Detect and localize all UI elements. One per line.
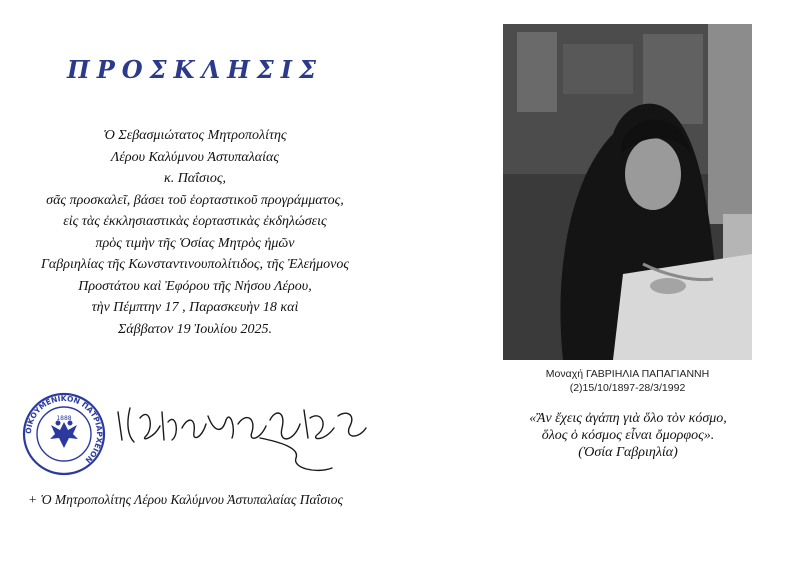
invitation-line: Προστάτου καὶ Ἐφόρου τῆς Νήσου Λέρου, xyxy=(78,278,312,294)
invitation-title: ΠΡΟΣΚΛΗΣΙΣ xyxy=(67,55,323,84)
invitation-line: σᾶς προσκαλεῖ, βάσει τοῦ ἑορταστικοῦ προγράμματος, xyxy=(46,192,344,208)
photo-caption-name: Μοναχή ΓΑΒΡΙΗΛΙΑ ΠΑΠΑΓΙΑΝΝΗ xyxy=(545,368,710,380)
invitation-line: Γαβριηλίας τῆς Κωνσταντινουπολίτιδος, τῆς Ἐλεήμονος xyxy=(40,257,350,272)
invitation-line: κ. Παΐσιος, xyxy=(163,171,227,186)
invitation-line: πρὸς τιμὴν τῆς Ὁσίας Μητρὸς ἡμῶν xyxy=(95,235,295,251)
invitation-line: Λέρου Καλύμνου Ἀστυπαλαίας xyxy=(110,149,280,165)
saint-quote xyxy=(478,410,778,461)
invitation-line: Ὁ Σεβασμιώτατος Μητροπολίτης xyxy=(103,128,287,143)
invitation-body xyxy=(20,125,370,340)
double-eagle-icon xyxy=(50,421,78,449)
seal-text: ΟΙΚΟΥΜΕΝΙΚΟΝ ΠΑΤΡΙΑΡΧΕΙΟΝ xyxy=(23,393,105,465)
quote-line: ὅλος ὁ κόσμος εἶναι ὄμορφος». xyxy=(541,428,715,443)
signature-caption: + Ὁ Μητροπολίτης Λέρου Καλύμνου Ἀστυπαλαίας Παΐσιος xyxy=(28,492,343,507)
portrait-image xyxy=(503,24,752,360)
quote-line: «Ἂν ἔχεις ἀγάπη γιὰ ὅλο τὸν κόσμο, xyxy=(529,411,727,426)
handwritten-signature xyxy=(110,398,375,478)
photo-caption-dates: (2)15/10/1897-28/3/1992 xyxy=(569,382,686,394)
invitation-line: εἰς τὰς ἐκκλησιαστικὰς ἑορταστικὰς ἐκδηλώσεις xyxy=(63,214,327,229)
photo-caption xyxy=(503,367,752,395)
nun-portrait-photo xyxy=(503,24,752,360)
invitation-line: Σάββατον 19 Ἰουλίου 2025. xyxy=(117,321,273,337)
invitation-line: τὴν Πέμπτην 17 , Παρασκευὴν 18 καὶ xyxy=(91,300,299,315)
seal-year: 1888 xyxy=(56,415,72,422)
metropolis-seal xyxy=(22,392,106,476)
quote-attribution: (Ὁσία Γαβριηλία) xyxy=(578,445,678,460)
